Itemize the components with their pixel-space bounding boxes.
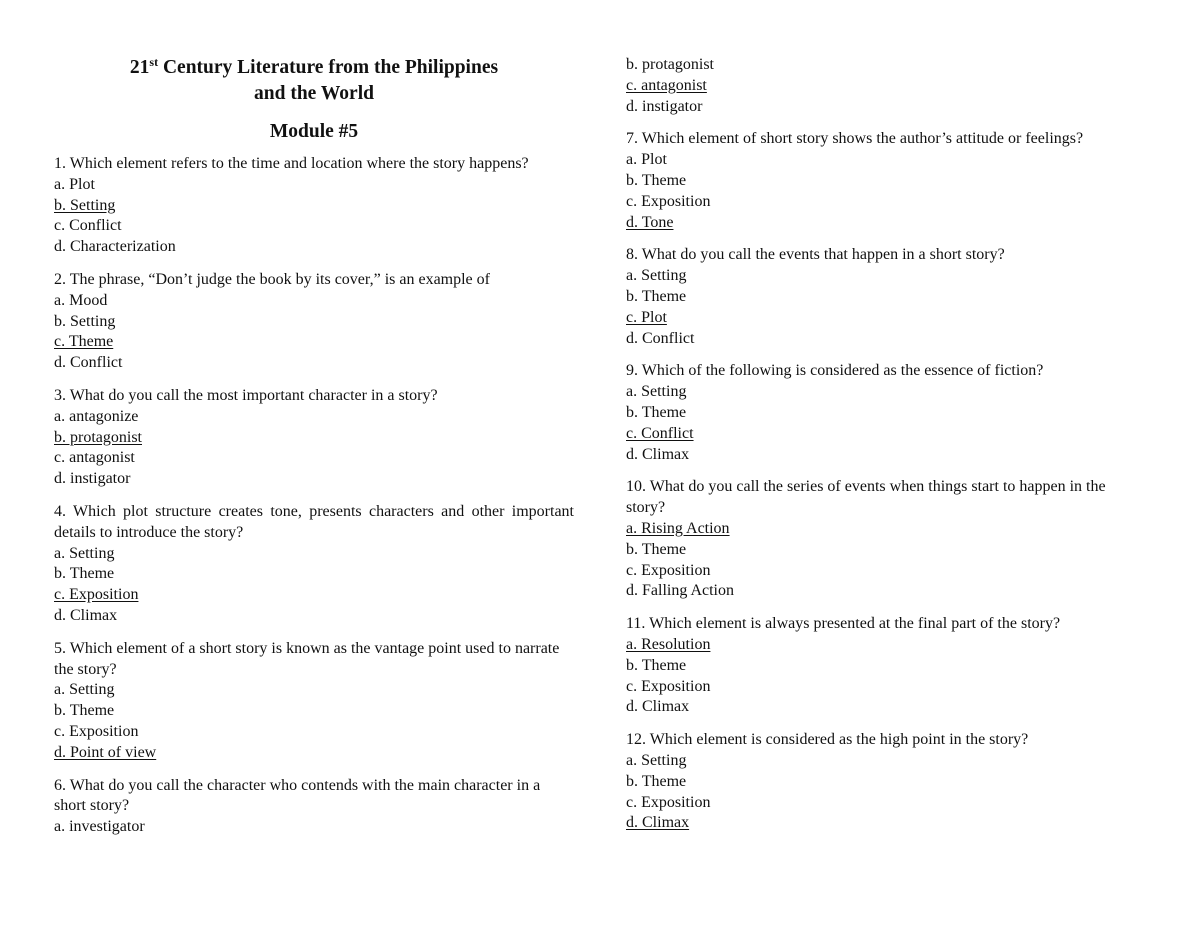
- choice-c-correct-answer: c. Plot: [626, 308, 667, 326]
- question-text: 7. Which element of short story shows the author’s attitude or feelings?: [626, 130, 1084, 148]
- choice-b: b. Theme: [626, 403, 687, 421]
- question-3: [54, 386, 574, 490]
- choice-b: b. protagonist: [626, 56, 714, 73]
- choice-d: d. Conflict: [54, 354, 123, 372]
- choice-c: c. Exposition: [626, 192, 711, 210]
- choice-d: d. Climax: [626, 698, 690, 716]
- choice-a-correct-answer: a. Resolution: [626, 635, 711, 653]
- choice-c-correct-answer: c. Exposition: [54, 586, 139, 604]
- question-text: 9. Which of the following is considered as the essence of fiction?: [626, 362, 1044, 380]
- choice-c: c. Exposition: [626, 793, 711, 811]
- choice-b-correct-answer: b. protagonist: [54, 428, 142, 446]
- choice-a: a. investigator: [54, 818, 145, 836]
- right-column: [626, 55, 1148, 846]
- choice-a: a. antagonize: [54, 407, 139, 425]
- choice-d-correct-answer: d. Point of view: [54, 743, 157, 761]
- title-line-1: Century Literature from the Philippines: [158, 57, 499, 78]
- question-text: 5. Which element of a short story is known as the vantage point used to narrate the story?: [54, 639, 560, 678]
- choice-c-correct-answer: c. antagonist: [626, 76, 707, 94]
- question-text: 10. What do you call the series of events when things start to happen in the story?: [626, 478, 1106, 517]
- choice-b: b. Theme: [626, 171, 687, 189]
- choice-c: c. Exposition: [54, 722, 139, 740]
- choice-c: c. antagonist: [54, 449, 135, 467]
- choice-d: d. Falling Action: [626, 582, 734, 600]
- choice-d: d. instigator: [54, 470, 131, 488]
- question-text: 2. The phrase, “Don’t judge the book by its cover,” is an example of: [54, 270, 490, 288]
- question-11: [626, 614, 1148, 718]
- question-text: 4. Which plot structure creates tone, presents characters and other important details to introduce the story?: [54, 502, 574, 541]
- title-number: 21: [129, 57, 150, 78]
- choice-c-correct-answer: c. Conflict: [626, 424, 694, 442]
- choice-c-correct-answer: c. Theme: [54, 333, 114, 351]
- choice-d: d. Characterization: [54, 238, 176, 256]
- choice-d: d. Conflict: [626, 329, 695, 347]
- choice-d: d. instigator: [626, 97, 703, 115]
- question-6: [54, 776, 574, 838]
- choice-c: c. Exposition: [626, 677, 711, 695]
- choice-b: b. Theme: [54, 702, 115, 720]
- title-line-2: and the World: [254, 83, 374, 104]
- document-title: [54, 55, 574, 107]
- choice-a: a. Mood: [54, 291, 108, 309]
- question-4: [54, 502, 574, 627]
- choice-c: c. Exposition: [626, 561, 711, 579]
- choice-b: b. Setting: [54, 312, 116, 330]
- left-column: [54, 55, 574, 850]
- choice-d: d. Climax: [54, 606, 118, 624]
- question-text: 11. Which element is always presented at the final part of the story?: [626, 615, 1061, 633]
- choice-d-correct-answer: d. Tone: [626, 213, 674, 231]
- choice-a: a. Setting: [626, 267, 687, 285]
- choice-d-correct-answer: d. Climax: [626, 814, 690, 832]
- choice-c: c. Conflict: [54, 217, 122, 235]
- question-1: [54, 154, 574, 258]
- choice-b: b. Theme: [54, 565, 115, 583]
- question-9: [626, 361, 1148, 465]
- module-heading: Module #5: [269, 121, 359, 142]
- question-text: 6. What do you call the character who contends with the main character in a short story?: [54, 776, 541, 815]
- question-text: 12. Which element is considered as the high point in the story?: [626, 731, 1029, 749]
- choice-a: a. Plot: [626, 151, 667, 169]
- choice-a: a. Setting: [626, 383, 687, 401]
- choice-a: a. Setting: [54, 681, 115, 699]
- question-5: [54, 639, 574, 764]
- choice-b-correct-answer: b. Setting: [54, 196, 116, 214]
- choice-b: b. Theme: [626, 540, 687, 558]
- question-6-continued: [626, 55, 1148, 117]
- question-10: [626, 477, 1148, 602]
- question-2: [54, 270, 574, 374]
- question-12: [626, 730, 1148, 834]
- choice-b: b. Theme: [626, 656, 687, 674]
- question-7: [626, 129, 1148, 233]
- choice-b: b. Theme: [626, 772, 687, 790]
- choice-a: a. Plot: [54, 175, 95, 193]
- choice-a: a. Setting: [54, 544, 115, 562]
- question-text: 8. What do you call the events that happen in a short story?: [626, 246, 1005, 264]
- choice-d: d. Climax: [626, 445, 690, 463]
- title-superscript: st: [149, 55, 159, 69]
- choice-a: a. Setting: [626, 751, 687, 769]
- choice-a-correct-answer: a. Rising Action: [626, 519, 730, 537]
- question-8: [626, 245, 1148, 349]
- question-text: 1. Which element refers to the time and location where the story happens?: [54, 155, 529, 172]
- choice-b: b. Theme: [626, 287, 687, 305]
- question-text: 3. What do you call the most important character in a story?: [54, 386, 438, 404]
